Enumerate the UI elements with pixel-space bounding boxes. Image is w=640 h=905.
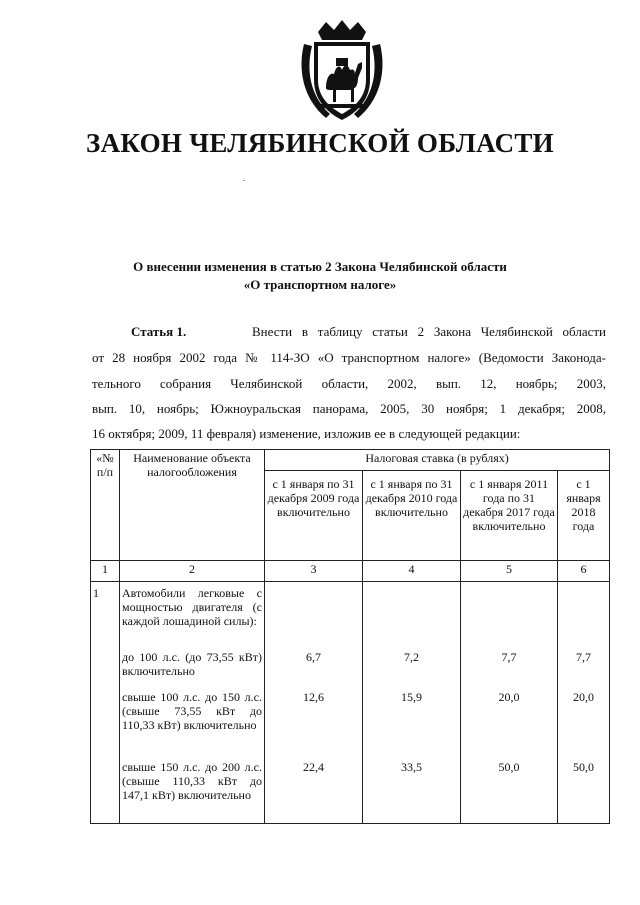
- index-cell: 6: [558, 561, 610, 582]
- table-index-row: [91, 561, 610, 582]
- value-cell: 7,7: [576, 650, 592, 664]
- subject-line-1: О внесении изменения в статью 2 Закона Челябинской области: [133, 259, 507, 274]
- law-subject: [60, 258, 580, 294]
- article-label: Статья 1.: [131, 324, 187, 339]
- header-num: «№ п/п: [91, 450, 120, 561]
- table-header-row: [91, 450, 610, 471]
- value-cell: 6,7: [306, 650, 321, 664]
- article-text-line-1: Внести в таблицу статьи 2 Закона Челябинской области: [252, 324, 606, 339]
- period-2009: с 1 января по 31 декабря 2009 года включительно: [265, 471, 363, 561]
- value-cell: 7,7: [501, 650, 517, 664]
- value-cell: 33,5: [401, 760, 422, 774]
- chelyabinsk-coat-of-arms-icon: [296, 18, 388, 126]
- value-cell: 50,0: [498, 760, 520, 774]
- stray-mark: [243, 180, 245, 181]
- period-2018: с 1 января 2018 года: [558, 471, 610, 561]
- index-cell: 4: [363, 561, 461, 582]
- values-col-2010: [363, 582, 461, 824]
- article-1-first-line: [92, 323, 606, 341]
- header-rate: Налоговая ставка (в рублях): [265, 450, 610, 471]
- values-col-2018: [558, 582, 610, 824]
- value-cell: 15,9: [401, 690, 422, 704]
- row-name: до 100 л.с. (до 73,55 кВт) включительно: [120, 649, 265, 689]
- index-cell: 3: [265, 561, 363, 582]
- law-title: ЗАКОН ЧЕЛЯБИНСКОЙ ОБЛАСТИ: [86, 128, 554, 158]
- period-2010: с 1 января по 31 декабря 2010 года включительно: [363, 471, 461, 561]
- table-row: [91, 582, 610, 650]
- article-text-line-2: от 28 ноября 2002 года № 114-ЗО «О транспортном налоге» (Ведомости Законода-: [92, 350, 606, 365]
- article-text-line-3: тельного собрания Челябинской области, 2002, вып. 12, ноябрь; 2003,: [92, 376, 606, 391]
- index-cell: 2: [120, 561, 265, 582]
- index-cell: 5: [461, 561, 558, 582]
- group-num: 1: [91, 582, 120, 824]
- tax-rate-table: [90, 449, 610, 824]
- index-cell: 1: [91, 561, 120, 582]
- value-cell: 12,6: [303, 690, 324, 704]
- value-cell: 20,0: [498, 690, 520, 704]
- article-text-line-4: вып. 10, ноябрь; Южноуральская панорама, 2005, 30 ноября; 1 декабря; 2008,: [92, 401, 606, 416]
- value-cell: 50,0: [573, 760, 595, 774]
- header-object: Наименование объекта налогообложения: [120, 450, 265, 561]
- period-2011-2017: с 1 января 2011 года по 31 декабря 2017 года включительно: [461, 471, 558, 561]
- row-name: свыше 100 л.с. до 150 л.с. (свыше 73,55 кВт до 110,33 кВт) включительно: [120, 689, 265, 759]
- value-cell: 20,0: [573, 690, 595, 704]
- group-name: Автомобили легковые с мощностью двигателя (с каждой лошадиной силы):: [120, 582, 265, 650]
- subject-line-2: «О транспортном налоге»: [243, 277, 397, 292]
- values-col-2011-2017: [461, 582, 558, 824]
- values-col-2009: [265, 582, 363, 824]
- article-text-line-5: 16 октября; 2009, 11 февраля) изменение, изложив ее в следующей редакции:: [92, 426, 521, 441]
- value-cell: 22,4: [303, 760, 324, 774]
- row-name: свыше 150 л.с. до 200 л.с. (свыше 110,33 кВт до 147,1 кВт) включительно: [120, 759, 265, 824]
- value-cell: 7,2: [404, 650, 419, 664]
